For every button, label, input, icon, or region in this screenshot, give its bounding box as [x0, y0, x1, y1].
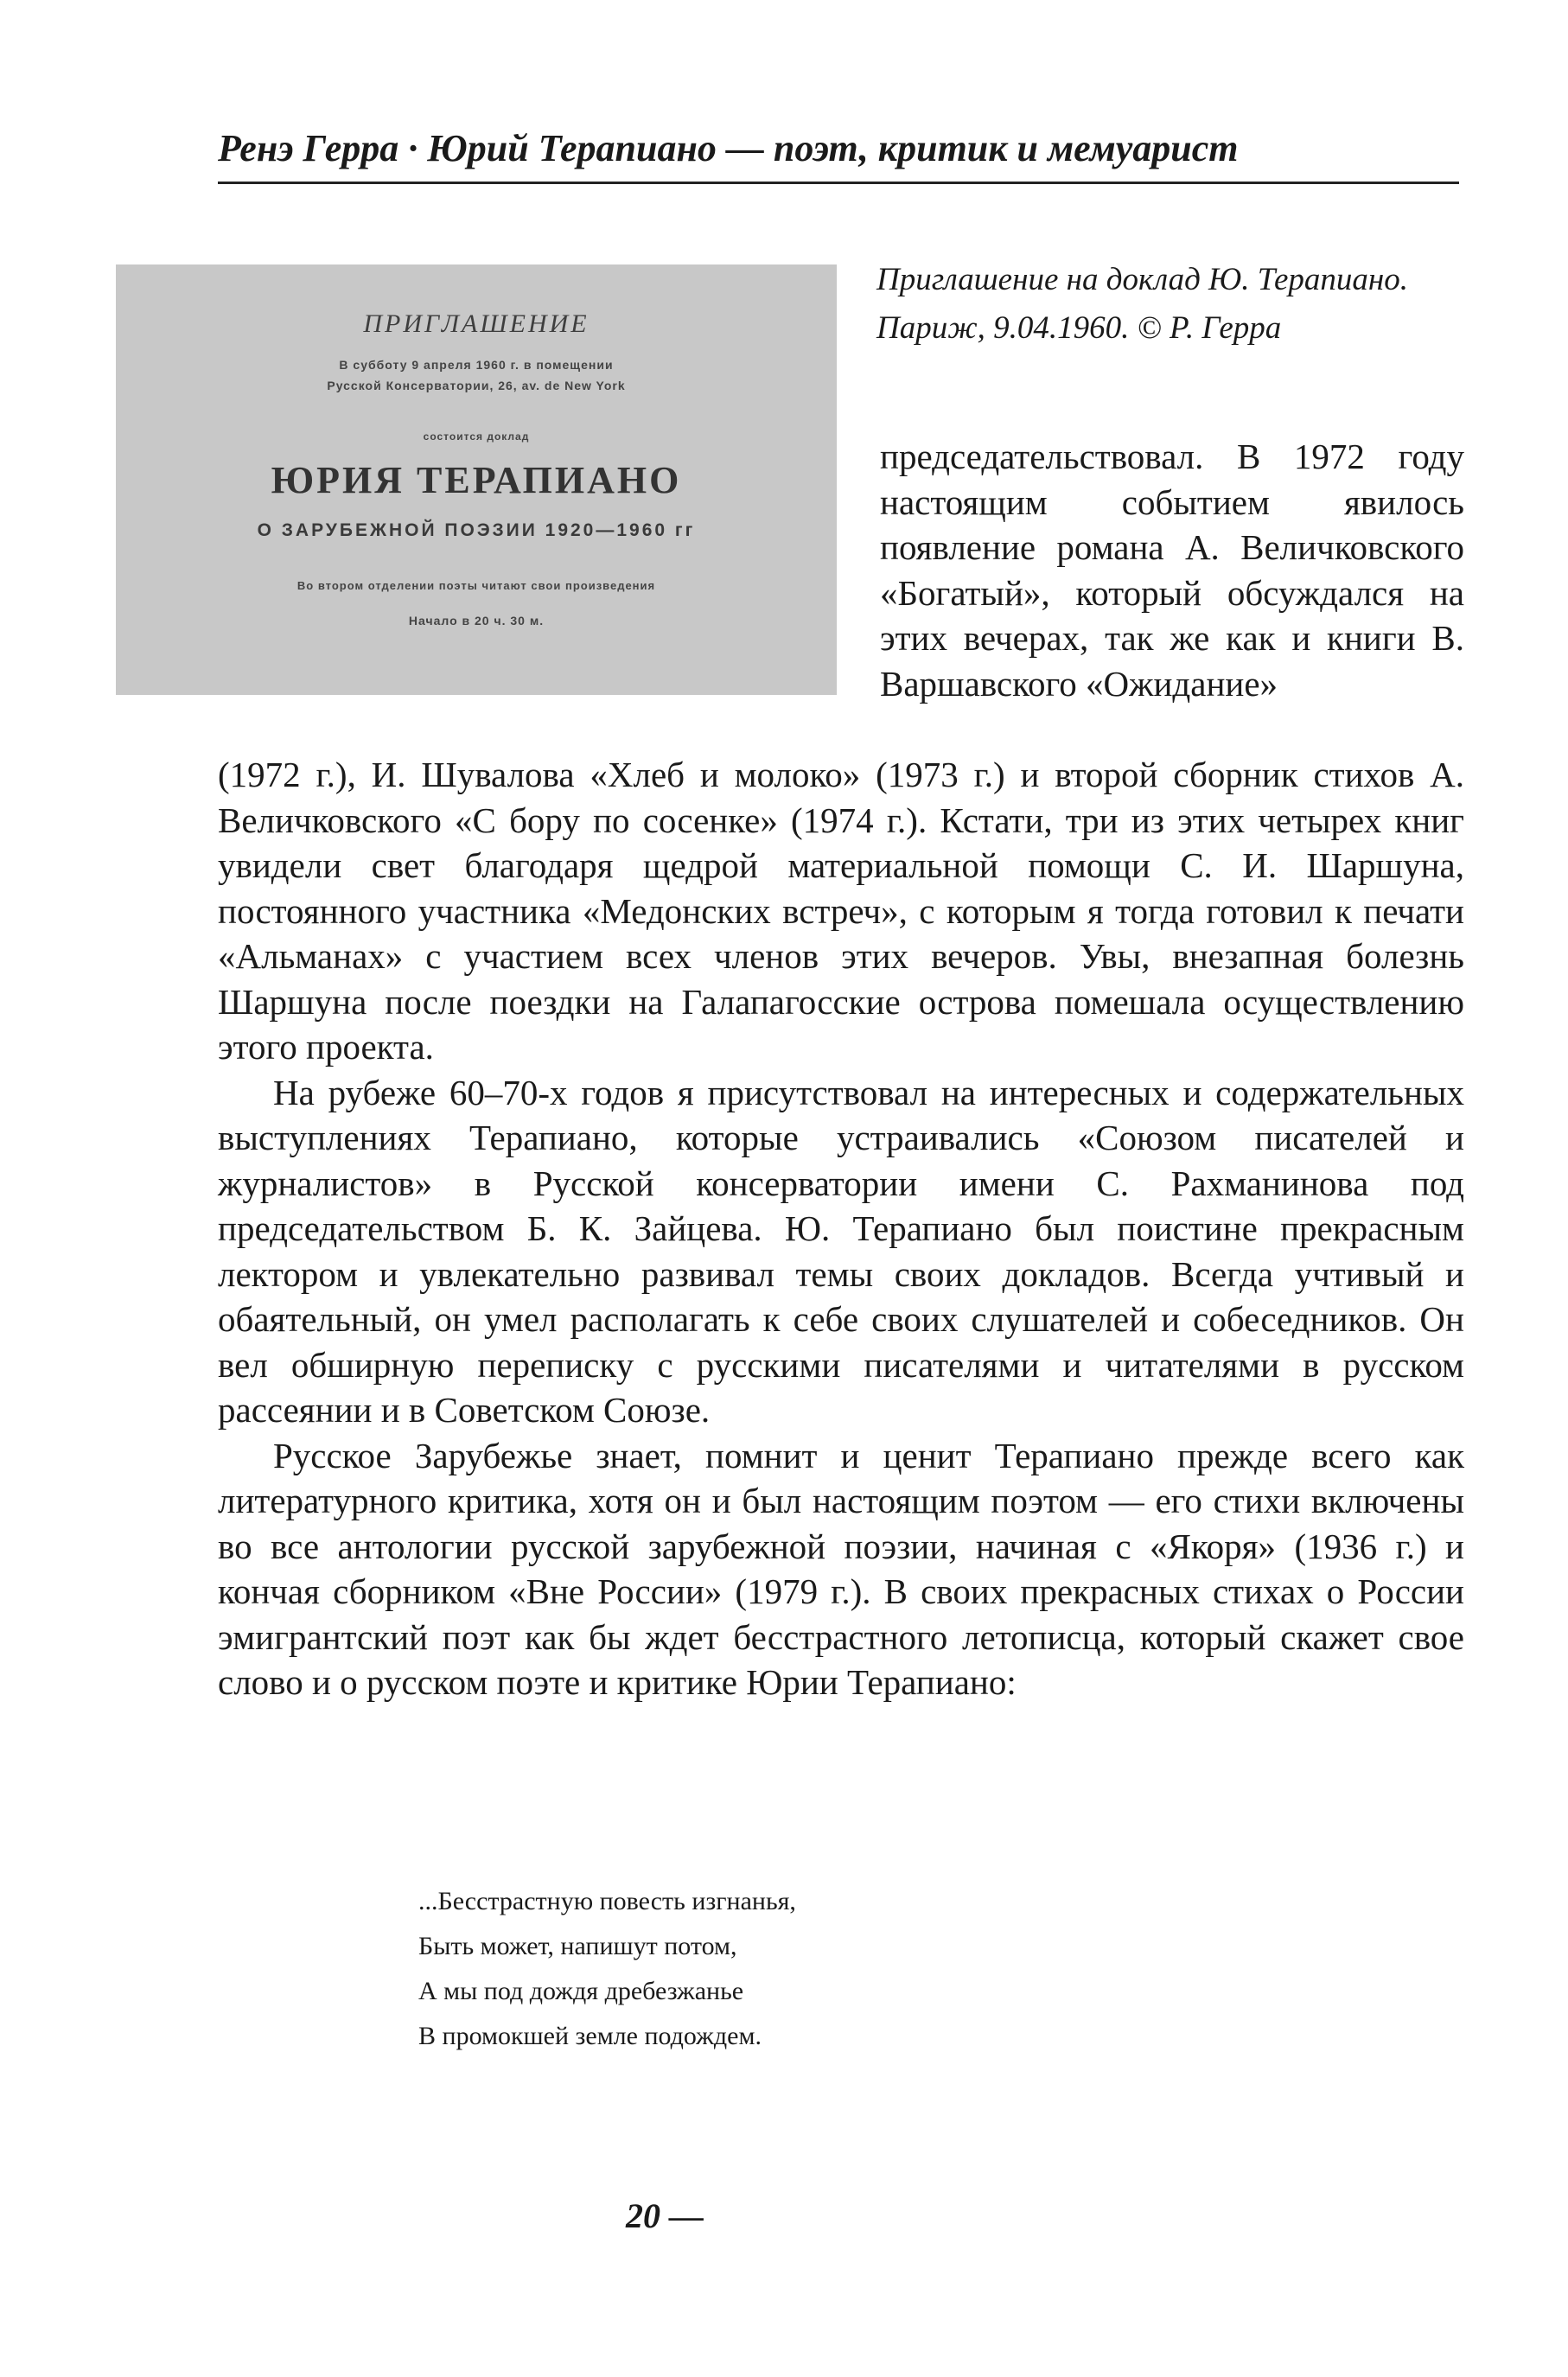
- header-rule: [218, 182, 1459, 184]
- invitation-topic: О ЗАРУБЕЖНОЙ ПОЭЗИИ 1920—1960 гг: [257, 520, 696, 540]
- invitation-speaker-name: ЮРИЯ ТЕРАПИАНО: [271, 459, 682, 501]
- paragraph: (1972 г.), И. Шувалова «Хлеб и молоко» (1973 г.) и второй сборник стихов А. Величковского «С бору по сосенке» (1974 г.). Кстати, три из этих четырех книг увидели свет благодаря щедрой материальной помощи С. И. Шаршуна, постоянного участника «Медонских встреч», с которым я тогда готовил к печати «Альманах» с участием всех членов этих вечеров. Увы, внезапная болезнь Шаршуна после поездки на Галапагосские острова помешала осуществлению этого проекта.: [218, 755, 1464, 1067]
- invitation-card-image: [116, 264, 837, 695]
- figure-caption: Приглашение на доклад Ю. Терапиано. Париж, 9.04.1960. © Р. Герра: [876, 262, 1409, 346]
- poem-line: В промокшей земле подождем.: [418, 2022, 762, 2050]
- body-text: [218, 752, 1464, 1705]
- invitation-line: состоится доклад: [423, 430, 530, 443]
- paragraph: Русское Зарубежье знает, помнит и ценит Терапиано прежде всего как литературного критика, хотя он и был настоящим поэтом — его стихи включены во все антологии русской зарубежной поэзии, начиная с «Якоря» (1936 г.) и кончая сборником «Вне России» (1979 г.). В своих прекрасных стихах о России эмигрантский поэт как бы ждет бесстрастного летописца, который скажет свое слово и о русском поэте и критике Юрии Терапиано:: [218, 1435, 1464, 1702]
- paragraph: председательствовал. В 1972 году настоящим событием явилось появление романа А. Величковского «Богатый», который обсуждался на этих вечерах, так же как и книги В. Варшавского «Ожидание»: [880, 437, 1464, 704]
- invitation-title: ПРИГЛАШЕНИЕ: [363, 309, 590, 338]
- invitation-line: Начало в 20 ч. 30 м.: [408, 614, 545, 628]
- poem-line: ...Бесстрастную повесть изгнанья,: [418, 1887, 796, 1915]
- poem-line: А мы под дождя дребезжанье: [418, 1977, 744, 2005]
- invitation-line: В субботу 9 апреля 1960 г. в помещении: [339, 358, 614, 372]
- page-number: 20 —: [626, 2196, 704, 2235]
- invitation-line: Русской Консерватории, 26, av. de New York: [327, 379, 626, 392]
- running-head: Ренэ Герра · Юрий Терапиано — поэт, критик и мемуарист: [218, 127, 1239, 169]
- poem-quote: [418, 1879, 796, 2059]
- poem-line: Быть может, напишут потом,: [418, 1932, 737, 1960]
- body-text-beside-figure: [880, 434, 1464, 706]
- invitation-line: Во втором отделении поэты читают свои произведения: [296, 579, 656, 592]
- paragraph: На рубеже 60–70-х годов я присутствовал на интересных и содержательных выступлениях Терапиано, которые устраивались «Союзом писателей и журналистов» в Русской консерватории имени С. Рахманинова под председательством Б. К. Зайцева. Ю. Терапиано был поистине прекрасным лектором и увлекательно развивал темы своих докладов. Всегда учтивый и обаятельный, он умел располагать к себе своих слушателей и собеседников. Он вел обширную переписку с русскими писателями и читателями в русском рассеянии и в Советском Союзе.: [218, 1072, 1464, 1430]
